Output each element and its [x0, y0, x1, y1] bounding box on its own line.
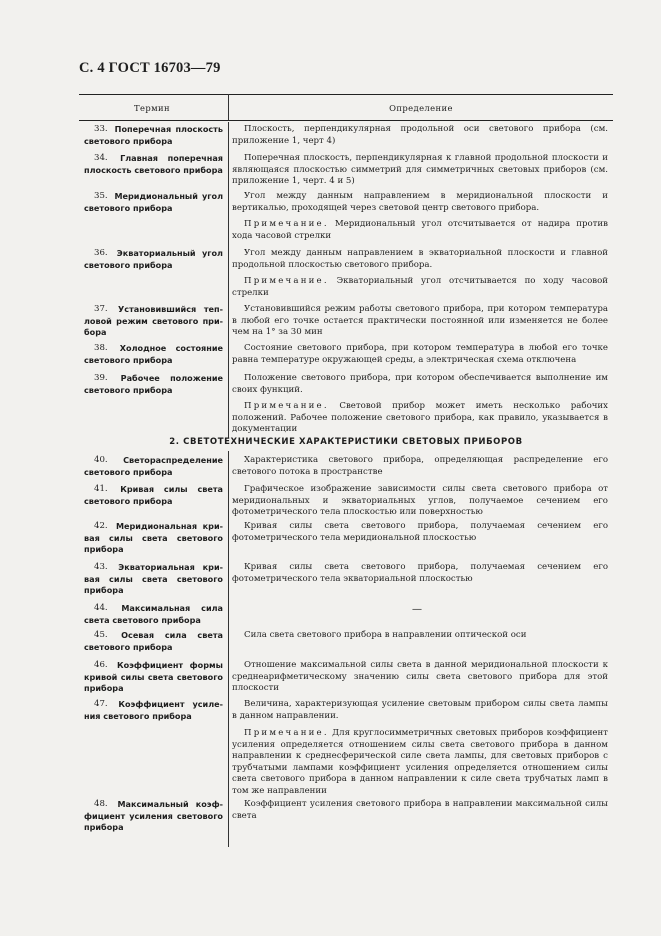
definition-cell: Установившийся режим работы светового прибора, при котором температура в любой его точке остается практически постоянной или изменяется не более чем на 1° за 30 мин: [232, 304, 608, 338]
term-cell: [84, 603, 223, 626]
term-word: формы: [189, 660, 223, 670]
definition-note: [232, 276, 608, 299]
term-line: прибора: [84, 683, 124, 694]
term-cell: [84, 484, 223, 507]
note-text: Меридиональный угол отсчитывается от надира против хода часовой стрелки: [232, 219, 608, 241]
term-word: Меридиональная: [115, 521, 198, 531]
column-header-term: Термин: [134, 103, 170, 113]
term-line: [84, 124, 223, 136]
page-header: С. 4 ГОСТ 16703—79: [79, 60, 221, 76]
column-divider: [228, 122, 229, 438]
term-line: вая силы света светового: [84, 532, 223, 543]
term-cell: [84, 248, 223, 271]
term-line: вая силы света светового: [84, 573, 223, 584]
term-cell: [84, 455, 223, 478]
term-number: 47.: [94, 699, 111, 709]
term-word: Установившийся: [118, 304, 197, 314]
term-line: [84, 248, 223, 260]
term-line: кривой силы света светового: [84, 671, 223, 682]
term-word: кри-: [202, 562, 223, 572]
term-cell: [84, 699, 223, 722]
term-word: Меридиональный: [114, 191, 198, 201]
definition-cell: Сила света светового прибора в направлении оптической оси: [244, 630, 527, 640]
definition-note: [232, 728, 608, 798]
term-word: плоскость: [175, 124, 223, 134]
term-cell: [84, 373, 223, 396]
term-word: света: [197, 630, 223, 640]
term-number: 46.: [94, 660, 111, 670]
term-word: Максимальная: [121, 603, 191, 613]
note-label: Примечание.: [244, 219, 329, 229]
definition-cell: Угол между данным направлением в меридиональной плоскости и вертикалью, проходящей через световой центр светового прибора.: [232, 191, 608, 213]
definition-dash: —: [412, 604, 422, 615]
term-word: силы: [163, 484, 188, 494]
column-divider: [228, 94, 229, 120]
term-word: света: [197, 484, 223, 494]
term-line: [84, 799, 223, 811]
term-word: Коэффициент: [116, 660, 184, 670]
term-line: [84, 343, 223, 355]
term-line: [84, 153, 223, 165]
term-number: 37.: [94, 304, 111, 314]
term-word: состояние: [175, 343, 223, 353]
definition-cell: Положение светового прибора, при котором обеспечивается выполнение им своих функций.: [232, 373, 608, 395]
term-number: 41.: [94, 484, 111, 494]
term-word: Осевая: [121, 630, 155, 640]
column-divider: [228, 451, 229, 847]
term-word: коэф-: [195, 799, 223, 809]
note-label: Примечание.: [244, 401, 329, 411]
definition-cell: Угол между данным направлением в экваториальной плоскости и главной продольной плоскостью светового прибора.: [232, 248, 608, 270]
note-label: Примечание.: [244, 728, 329, 738]
term-word: Экваториальная: [118, 562, 195, 572]
term-line: светового прибора: [84, 259, 173, 270]
term-word: Максимальный: [117, 799, 189, 809]
term-cell: [84, 304, 223, 339]
term-number: 40.: [94, 455, 111, 465]
term-number: 45.: [94, 630, 111, 640]
term-word: сила: [201, 603, 223, 613]
term-line: бора: [84, 327, 107, 338]
term-word: поперечная: [167, 153, 223, 163]
definition-cell: Графическое изображение зависимости силы света светового прибора от меридиональных и экваториальных углов, получаемое сечением его фотометрического тела плоскостью или поверхностью: [232, 484, 608, 518]
term-number: 48.: [94, 799, 111, 809]
term-cell: [84, 153, 223, 176]
term-line: светового прибора: [84, 135, 173, 146]
term-line: прибора: [84, 822, 124, 833]
term-cell: [84, 799, 223, 834]
definition-note: [232, 219, 608, 242]
definition-cell: Состояние светового прибора, при котором температура в любой его точке равна температуре окружающей среды, а электрическая схема отключена: [232, 343, 608, 365]
definition-cell: Отношение максимальной силы света в данной меридиональной плоскости к среднеарифметическому значению силы света светового прибора для этой плоскости: [232, 660, 608, 694]
term-word: Коэффициент: [118, 699, 185, 709]
term-line: светового прибора: [84, 202, 173, 213]
term-line: [84, 304, 223, 316]
definition-cell: Величина, характеризующая усиление световым прибором силы света лампы в данном направлении.: [232, 699, 608, 721]
term-cell: [84, 521, 223, 556]
term-number: 42.: [94, 521, 111, 531]
term-number: 35.: [94, 191, 111, 201]
term-number: 44.: [94, 603, 111, 613]
term-word: усиле-: [192, 699, 223, 709]
term-number: 33.: [94, 124, 111, 134]
term-line: светового прибора: [84, 495, 173, 506]
section-title: 2. СВЕТОТЕХНИЧЕСКИЕ ХАРАКТЕРИСТИКИ СВЕТОВЫХ ПРИБОРОВ: [169, 437, 523, 447]
definition-cell: Характеристика светового прибора, определяющая распределение его светового потока в пространстве: [232, 455, 608, 477]
term-number: 43.: [94, 562, 111, 572]
term-line: света светового прибора: [84, 614, 201, 625]
term-word: угол: [202, 191, 223, 201]
term-line: плоскость светового прибора: [84, 164, 223, 175]
term-cell: [84, 124, 223, 147]
note-text: Для круглосимметричных световых приборов коэффициент усиления определяется отношением силы света светового прибора в данном направлении к среднесферической силе света лампы, для световых приборов с трубчатыми лампами коэффициент усиления определяется отношением силы света светового прибора в данном направлении к силе света трубчатых ламп в том же направлении: [232, 728, 608, 796]
term-word: Главная: [120, 153, 158, 163]
term-number: 38.: [94, 343, 111, 353]
term-line: [84, 373, 223, 385]
term-line: [84, 699, 223, 711]
term-word: Экваториальный: [116, 248, 196, 258]
term-word: положение: [170, 373, 223, 383]
term-number: 39.: [94, 373, 111, 383]
header-rule: [79, 120, 613, 121]
term-cell: [84, 191, 223, 214]
definition-cell: Поперечная плоскость, перпендикулярная к главной продольной плоскости и являющаяся плоскостью симметрий для симметричных световых приборов (см. приложение 1, черт. 4 и 5): [232, 153, 608, 187]
term-line: [84, 630, 223, 642]
term-word: кри-: [202, 521, 223, 531]
note-text: Световой прибор может иметь несколько рабочих положений. Рабочее положение светового прибора, как правило, указывается в документации: [232, 401, 608, 435]
term-line: [84, 191, 223, 203]
note-text: Экваториальный угол отсчитывается по ходу часовой стрелки: [232, 276, 608, 298]
term-line: светового прибора: [84, 354, 173, 365]
term-cell: [84, 660, 223, 695]
term-line: ловой режим светового при-: [84, 315, 223, 326]
term-cell: [84, 343, 223, 366]
term-word: Рабочее: [120, 373, 160, 383]
term-line: прибора: [84, 585, 124, 596]
term-line: [84, 455, 223, 467]
term-line: [84, 660, 223, 672]
term-line: светового прибора: [84, 466, 173, 477]
term-cell: [84, 562, 223, 597]
table-top-rule: [79, 94, 613, 95]
note-label: Примечание.: [244, 276, 329, 286]
term-line: светового прибора: [84, 384, 173, 395]
term-line: прибора: [84, 544, 124, 555]
term-word: сила: [164, 630, 187, 640]
term-line: [84, 484, 223, 496]
definition-cell: Коэффициент усиления светового прибора в направлении максимальной силы света: [232, 799, 608, 821]
term-number: 36.: [94, 248, 111, 258]
term-word: теп-: [203, 304, 223, 314]
definition-cell: Кривая силы света светового прибора, получаемая сечением его фотометрического тела меридиональной плоскостью: [232, 521, 608, 543]
term-line: светового прибора: [84, 641, 173, 652]
column-header-definition: Определение: [389, 103, 453, 113]
term-number: 34.: [94, 153, 111, 163]
term-line: [84, 521, 223, 533]
term-line: [84, 603, 223, 615]
term-word: Поперечная: [114, 124, 172, 134]
term-line: ния светового прибора: [84, 710, 192, 721]
term-cell: [84, 630, 223, 653]
term-word: Светораспределение: [123, 455, 223, 465]
term-word: Холодное: [119, 343, 167, 353]
term-line: фициент усиления светового: [84, 810, 223, 821]
definition-note: [232, 401, 608, 436]
definition-cell: Кривая силы света светового прибора, получаемая сечением его фотометрического тела экваториальной плоскостью: [232, 562, 608, 584]
term-line: [84, 562, 223, 574]
term-word: угол: [201, 248, 223, 258]
term-word: Кривая: [120, 484, 155, 494]
definition-cell: Плоскость, перпендикулярная продольной оси светового прибора (см. приложение 1, черт 4): [232, 124, 608, 146]
